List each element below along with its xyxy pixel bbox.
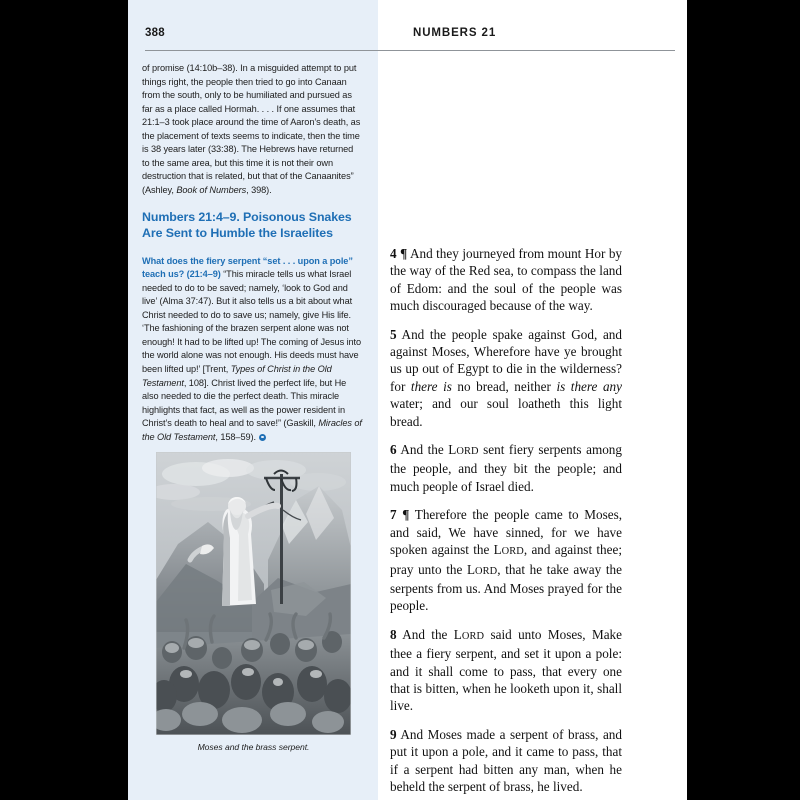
answer-citation-2: Miracles of the Old Testament [142,418,362,442]
scripture-verse [390,506,622,614]
figure-caption: Moses and the brass serpent. [197,742,310,752]
verse-number: 7 [390,507,397,523]
continued-citation: Book of Numbers [176,184,247,195]
question-lead: What does the fiery serpent “set . . . upon a pole” teach us? (21:4–9) [142,255,353,280]
answer-citation-1: Types of Christ in the Old Testament [142,364,332,388]
header-rule [145,50,675,51]
divine-name-smallcaps: LORD [453,626,485,642]
continued-text: of promise (14:10b–38). In a misguided attempt to put things right, the people then tried to go into Canaan from the south, only to be humiliated and pursued as far as a place called Hormah. . . . If one assumes that 21:1–3 took place around the time of Aaron’s death, as the placement of texts seems to indicate, then the time is 38 years later (33:38). The Hebrews have returned to the same area, but this time it is not their own destruction that is related, but that of the Canaanites” (Ashley, [142,63,361,195]
verse-number: 8 [390,626,397,642]
verse-text: sent fiery serpents among the people, and they bit the people; and much people of Israel died. [390,442,622,494]
figure-moses-brass-serpent [156,452,351,752]
verse-text: , that he take away the serpents from us. And Moses prayed for the people. [390,561,622,614]
answer-part-2: , 108]. Christ lived the perfect life, but He also needed to die the perfect death. This miracle highlights that fact, as well as the power resident in Christ’s death to heal and to save!” (Gaskill, [142,377,347,429]
verse-text: And Moses made a serpent of brass, and put it upon a pole, and it came to pass, that if a serpent had bitten any man, when he beheld the serpent of brass, he lived. [390,726,622,794]
verse-text: And the [396,442,449,458]
commentary-column [142,62,363,457]
section-heading: Numbers 21:4–9. Poisonous Snakes Are Sent to Humble the Israelites [142,210,352,241]
scripture-column [390,245,622,800]
verse-text: said unto Moses, Make thee a fiery serpent, and set it upon a pole: and it shall come to pass, that every one that is bitten, when he looketh upon it, shall live. [390,626,622,714]
verse-number: 4 [390,246,397,261]
blue-dot-icon [259,434,266,441]
divine-name-smallcaps: LORD [466,561,498,577]
book-page [128,0,687,800]
continued-paragraph [142,62,363,197]
scripture-verse [390,726,622,796]
book-title: NUMBERS 21 [413,27,497,39]
continued-tail: , 398). [246,184,272,195]
page-content [128,0,687,800]
pilcrow-mark: ¶ [396,507,410,523]
scripture-verse [390,441,622,495]
verse-text: water; and our soul loatheth this light bread. [390,396,622,429]
answer-part-1: “This miracle tells us what Israel needed to do to be saved; namely, ‘look to God and live’ (Alma 37:47). But it also tells us a bit about what Christ needed to do to save us; namely, give His life. ‘The fashioning of the brazen serpent alone was not enough! It had to be lifted up! The coming of Jesus into the world alone was not enough. His deeds must have been lifted up!’ [Trent, [142,269,362,375]
verse-text: , and against thee; pray unto the [390,542,622,577]
divine-name-smallcaps: LORD [448,442,479,458]
answer-part-3: , 158–59). [215,431,256,442]
scripture-verse [390,326,622,430]
divine-name-smallcaps: LORD [493,542,524,558]
verse-text: no bread, neither [451,378,557,394]
verse-italic-text: there is [410,378,452,394]
verse-text: Therefore the people came to Moses, and said, We have sinned, for we have spoken against the [390,507,622,558]
scripture-verse [390,626,622,715]
page-number: 388 [145,27,165,39]
engraving-illustration [156,452,351,735]
verse-text: And the [396,626,454,642]
verse-number: 5 [390,326,397,342]
verse-number: 9 [390,726,397,742]
question-answer-paragraph [142,255,363,445]
verse-italic-text: is there any [556,378,622,394]
running-head [145,27,675,45]
scripture-verse [390,245,622,315]
pilcrow-mark: ¶ [396,246,408,261]
verse-text: And the people spake against God, and against Moses, Wherefore have ye brought us up out of Egypt to die in the wilderness? for [390,326,622,394]
verse-number: 6 [390,442,397,458]
verse-text: And they journeyed from mount Hor by the way of the Red sea, to compass the land of Edom: and the soul of the people was much discouraged because of the way. [390,246,623,314]
